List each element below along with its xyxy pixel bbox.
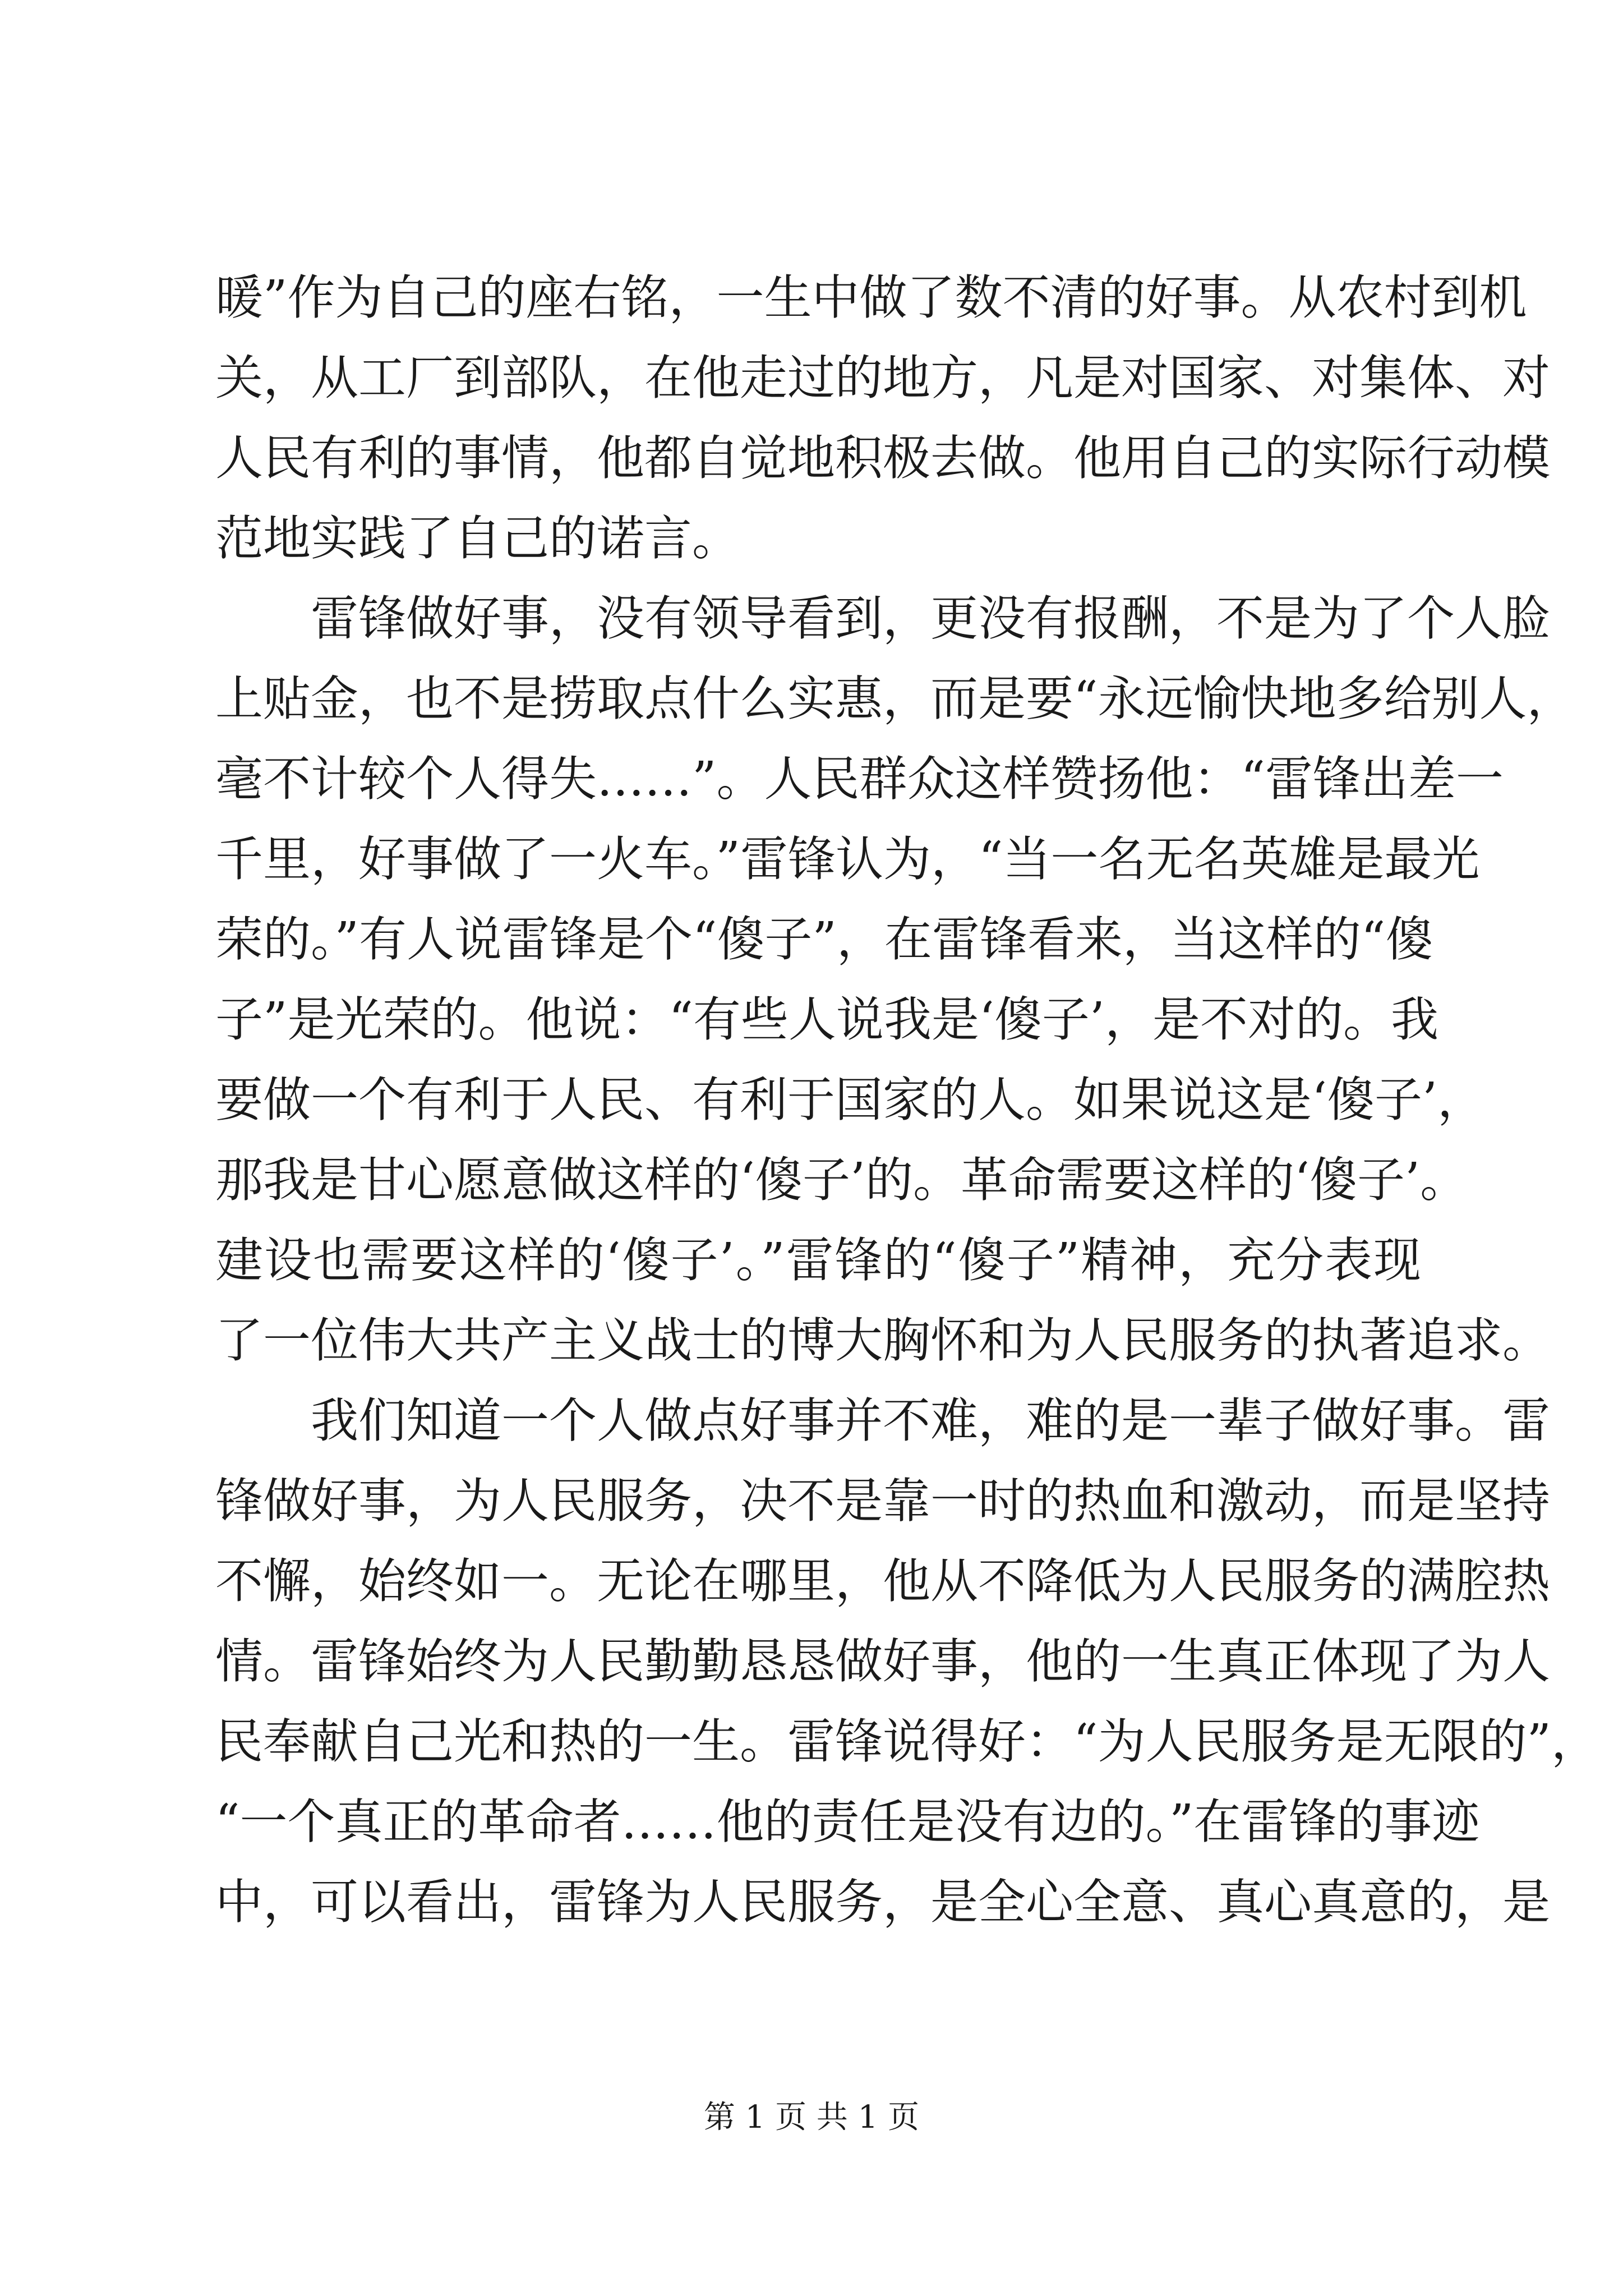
- text-line: 那我是甘心愿意做这样的‘傻子’的。革命需要这样的‘傻子’。: [215, 1153, 1468, 1208]
- text-line: 暖”作为自己的座右铭，一生中做了数不清的好事。从农村到机: [215, 270, 1527, 326]
- paragraph: [215, 258, 1551, 579]
- paragraph: [215, 579, 1575, 1381]
- paragraph: [215, 1381, 1599, 1943]
- text-line: 中，可以看出，雷锋为人民服务，是全心全意、真心真意的，是: [215, 1875, 1551, 1930]
- text-line: 建设也需要这样的‘傻子’。”雷锋的“傻子”精神，充分表现: [215, 1233, 1421, 1289]
- text-line: 毫不计较个人得失……”。人民群众这样赞扬他：“雷锋出差一: [215, 752, 1504, 807]
- text-line: 荣的。”有人说雷锋是个“傻子”，在雷锋看来，当这样的“傻: [215, 912, 1433, 968]
- text-line: 上贴金，也不是捞取点什么实惠，而是要“永远愉快地多给别人，: [215, 671, 1575, 727]
- text-line: 了一位伟大共产主义战士的博大胸怀和为人民服务的执著追求。: [215, 1313, 1551, 1369]
- text-line: 情。雷锋始终为人民勤勤恳恳做好事，他的一生真正体现了为人: [215, 1634, 1551, 1690]
- text-line: 锋做好事，为人民服务，决不是靠一时的热血和激动，而是坚持: [215, 1474, 1551, 1529]
- text-line: 千里，好事做了一火车。”雷锋认为，“当一名无名英雄是最光: [215, 832, 1480, 887]
- text-line: 子”是光荣的。他说：“有些人说我是‘傻子’，是不对的。我: [215, 992, 1438, 1048]
- text-line: 关，从工厂到部队，在他走过的地方，凡是对国家、对集体、对: [215, 351, 1551, 406]
- body-text: [215, 258, 1599, 1943]
- text-line: 要做一个有利于人民、有利于国家的人。如果说这是‘傻子’，: [215, 1073, 1486, 1128]
- text-line: 不懈，始终如一。无论在哪里，他从不降低为人民服务的满腔热: [215, 1554, 1551, 1609]
- text-line: 范地实践了自己的诺言。: [215, 511, 740, 567]
- text-line: 人民有利的事情，他都自觉地积极去做。他用自己的实际行动模: [215, 431, 1551, 486]
- page-number-footer: 第 1 页 共 1 页: [703, 2099, 920, 2136]
- text-line: 民奉献自己光和热的一生。雷锋说得好：“为人民服务是无限的”，: [215, 1714, 1599, 1770]
- text-line: 我们知道一个人做点好事并不难，难的是一辈子做好事。雷: [311, 1393, 1551, 1449]
- text-line: “一个真正的革命者……他的责任是没有边的。”在雷锋的事迹: [215, 1795, 1480, 1850]
- text-line: 雷锋做好事，没有领导看到，更没有报酬，不是为了个人脸: [311, 591, 1551, 647]
